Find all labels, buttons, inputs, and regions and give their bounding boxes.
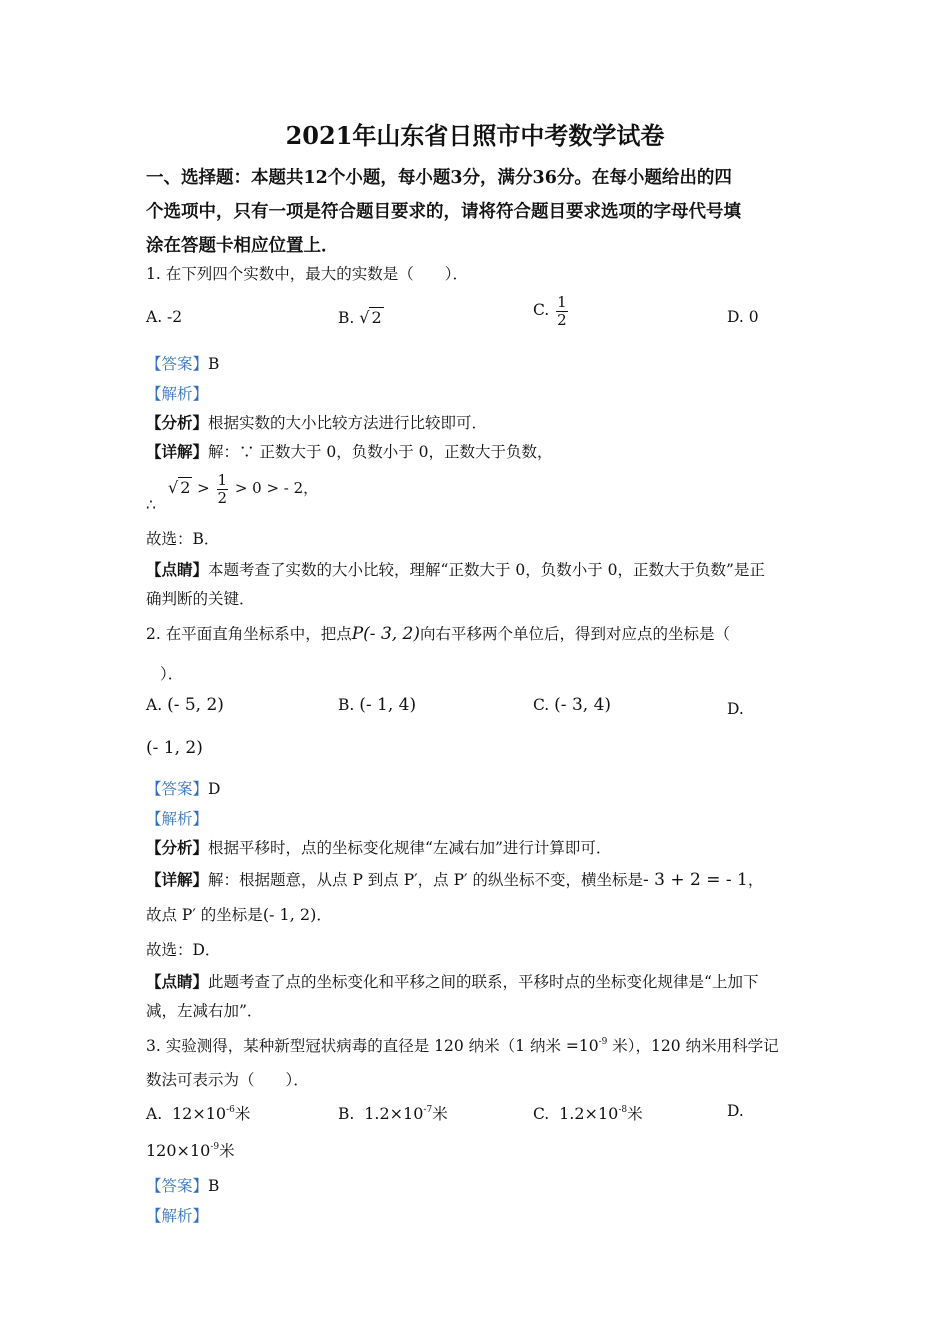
analysis-tag: 【解析】: [146, 1207, 209, 1225]
q1-option-b-radicand: 2: [371, 308, 382, 327]
q3-option-c-exponent: -8: [618, 1105, 628, 1115]
q2-conclusion-end: ．: [316, 906, 332, 924]
q2-option-d-value: (- 1, 2): [146, 738, 203, 758]
q3-stem1-exponent: -9: [598, 1037, 608, 1047]
q1-option-b: [338, 308, 384, 327]
q2-xiangjie-end: ，: [747, 871, 764, 889]
q3-stem1-post: 米），120 纳米用科学记: [607, 1037, 779, 1055]
q1-ineq-denominator: 2: [217, 488, 228, 507]
q3-option-b-exponent: -7: [423, 1105, 433, 1115]
q1-analysis: [146, 382, 208, 404]
q1-ineq-gt: >: [192, 479, 215, 497]
section-instructions-line3: 涂在答题卡相应位置上．: [146, 236, 339, 256]
analysis-tag: 【解析】: [146, 810, 209, 828]
q2-option-c: [533, 695, 611, 715]
q1-stem: 1. 在下列四个实数中，最大的实数是（ ）．: [146, 265, 468, 283]
q2-option-b-value: (- 1, 4): [359, 695, 417, 715]
q2-option-c-label: C.: [533, 696, 550, 714]
q2-fenxi-text: 根据平移时，点的坐标变化规律“左减右加”进行计算即可．: [208, 839, 612, 857]
q3-option-d-exponent: -9: [210, 1142, 220, 1152]
q1-option-c-fraction: [556, 294, 568, 328]
q3-stem1-pre: 3. 实验测得，某种新型冠状病毒的直径是 120 纳米（1 纳米 =10: [146, 1037, 599, 1055]
q2-option-b: [338, 695, 416, 715]
q3-option-c-base: 1.2×10: [559, 1104, 619, 1123]
q2-option-a-value: (- 5, 2): [167, 695, 224, 715]
q3-option-c: [533, 1102, 643, 1124]
q3-option-a-exponent: -6: [226, 1105, 235, 1115]
dianjing-tag: 【点睛】: [146, 560, 209, 579]
q1-choose: 故选：B．: [146, 530, 220, 548]
q2-xiangjie-expr: - 3 + 2 = - 1: [642, 870, 748, 890]
q2-stem-point: P(- 3, 2): [351, 624, 421, 644]
q1-option-c: [533, 294, 570, 328]
q2-option-b-label: B.: [338, 696, 355, 714]
sqrt-symbol: √ 2: [168, 478, 191, 497]
q1-inequality: [168, 472, 318, 506]
q3-analysis: [146, 1204, 208, 1226]
q3-answer-value: B: [208, 1177, 220, 1195]
q2-stem-line2: ）．: [160, 665, 184, 683]
q3-option-a-unit: 米: [234, 1105, 251, 1123]
q2-analysis: [146, 807, 208, 829]
q2-stem-post: 向右平移两个单位后，得到对应点的坐标是（: [420, 625, 731, 643]
q3-stem-line2: 数法可表示为（ ）．: [146, 1071, 309, 1089]
q3-option-a-base: 12×10: [171, 1104, 227, 1123]
q1-ineq-rest: > 0 > - 2，: [230, 479, 319, 497]
q1-option-a: A. -2: [146, 308, 183, 326]
q2-dianjing-text1: 此题考查了点的坐标变化和平移之间的联系，平移时点的坐标变化规律是“上加下: [208, 973, 759, 991]
answer-tag: 【答案】: [146, 1177, 209, 1195]
q2-option-a: [146, 695, 224, 715]
q1-dianjing: [146, 558, 765, 580]
q2-option-a-label: A.: [146, 696, 163, 714]
page-title: 2021年山东省日照市中考数学试卷: [285, 121, 665, 150]
q2-option-c-value: (- 3, 4): [554, 695, 612, 715]
dianjing-tag: 【点睛】: [146, 972, 209, 991]
analysis-tag: 【解析】: [146, 385, 209, 403]
q2-xiangjie-text: 解：根据题意，从点 P 到点 P′，点 P′ 的纵坐标不变，横坐标是: [208, 871, 643, 889]
q1-ineq-numerator: 1: [217, 471, 228, 489]
q2-stem-pre: 2. 在平面直角坐标系中，把点: [146, 625, 352, 643]
q1-option-c-label: C.: [533, 301, 550, 319]
q3-option-c-label: C.: [533, 1105, 550, 1123]
fenxi-tag: 【分析】: [146, 413, 209, 432]
q1-xiangjie: [146, 440, 553, 462]
q2-stem: [146, 622, 730, 644]
q1-answer-value: B: [208, 355, 220, 373]
q3-option-d: D.: [727, 1102, 744, 1120]
q1-fenxi-text: 根据实数的大小比较方法进行比较即可．: [208, 414, 488, 432]
q2-answer: [146, 777, 220, 799]
q1-option-d: D. 0: [727, 308, 759, 326]
q2-dianjing: [146, 970, 758, 992]
q3-option-b-unit: 米: [432, 1105, 448, 1123]
section-instructions-line1: 一、选择题：本题共12个小题，每小题3分，满分36分。在每小题给出的四: [146, 168, 732, 188]
q1-dianjing-line2: 确判断的关键．: [146, 590, 255, 608]
q1-option-c-denominator: 2: [557, 310, 567, 329]
q2-dianjing-line2: 减，左减右加”．: [146, 1002, 263, 1020]
q1-answer: [146, 352, 219, 374]
q3-option-d-base: 120×10: [146, 1141, 211, 1160]
q3-option-b: [338, 1102, 448, 1124]
q3-option-d-value: [146, 1139, 235, 1161]
q1-ineq-fraction: [217, 472, 229, 506]
answer-tag: 【答案】: [146, 780, 209, 798]
q1-option-b-label: B.: [338, 309, 355, 327]
xiangjie-tag: 【详解】: [146, 870, 209, 889]
q2-answer-value: D: [208, 780, 221, 798]
q1-dianjing-text1: 本题考查了实数的大小比较，理解“正数大于 0，负数小于 0，正数大于负数”是正: [208, 561, 765, 579]
q2-fenxi: [146, 836, 611, 858]
sqrt-symbol: √ 2: [359, 308, 382, 327]
q1-ineq-radicand: 2: [180, 478, 191, 497]
therefore-symbol: ∴: [146, 496, 156, 514]
section-instructions-line2: 个选项中，只有一项是符合题目要求的，请将符合题目要求选项的字母代号填: [146, 202, 741, 222]
q3-option-b-base: 1.2×10: [364, 1104, 424, 1123]
q2-conclusion: [146, 903, 332, 925]
q1-fenxi: [146, 411, 487, 433]
q3-stem-line1: [146, 1034, 779, 1056]
q2-xiangjie: [146, 868, 763, 890]
q2-choose: 故选：D．: [146, 941, 221, 959]
q1-option-c-numerator: 1: [557, 293, 567, 311]
q2-conclusion-pre: 故点 P′ 的坐标是: [146, 906, 263, 924]
q1-xiangjie-text: 解：∵ 正数大于 0，负数小于 0，正数大于负数，: [208, 443, 553, 461]
q2-conclusion-value: (- 1, 2): [262, 905, 317, 924]
fenxi-tag: 【分析】: [146, 838, 209, 857]
xiangjie-tag: 【详解】: [146, 442, 209, 461]
q3-option-a-label: A.: [146, 1105, 163, 1123]
answer-tag: 【答案】: [146, 355, 209, 373]
q3-answer: [146, 1174, 219, 1196]
q3-option-a: [146, 1102, 250, 1124]
q3-option-c-unit: 米: [627, 1105, 643, 1123]
q3-option-b-label: B.: [338, 1105, 355, 1123]
q2-option-d: D.: [727, 700, 744, 718]
q3-option-d-unit: 米: [219, 1142, 235, 1160]
